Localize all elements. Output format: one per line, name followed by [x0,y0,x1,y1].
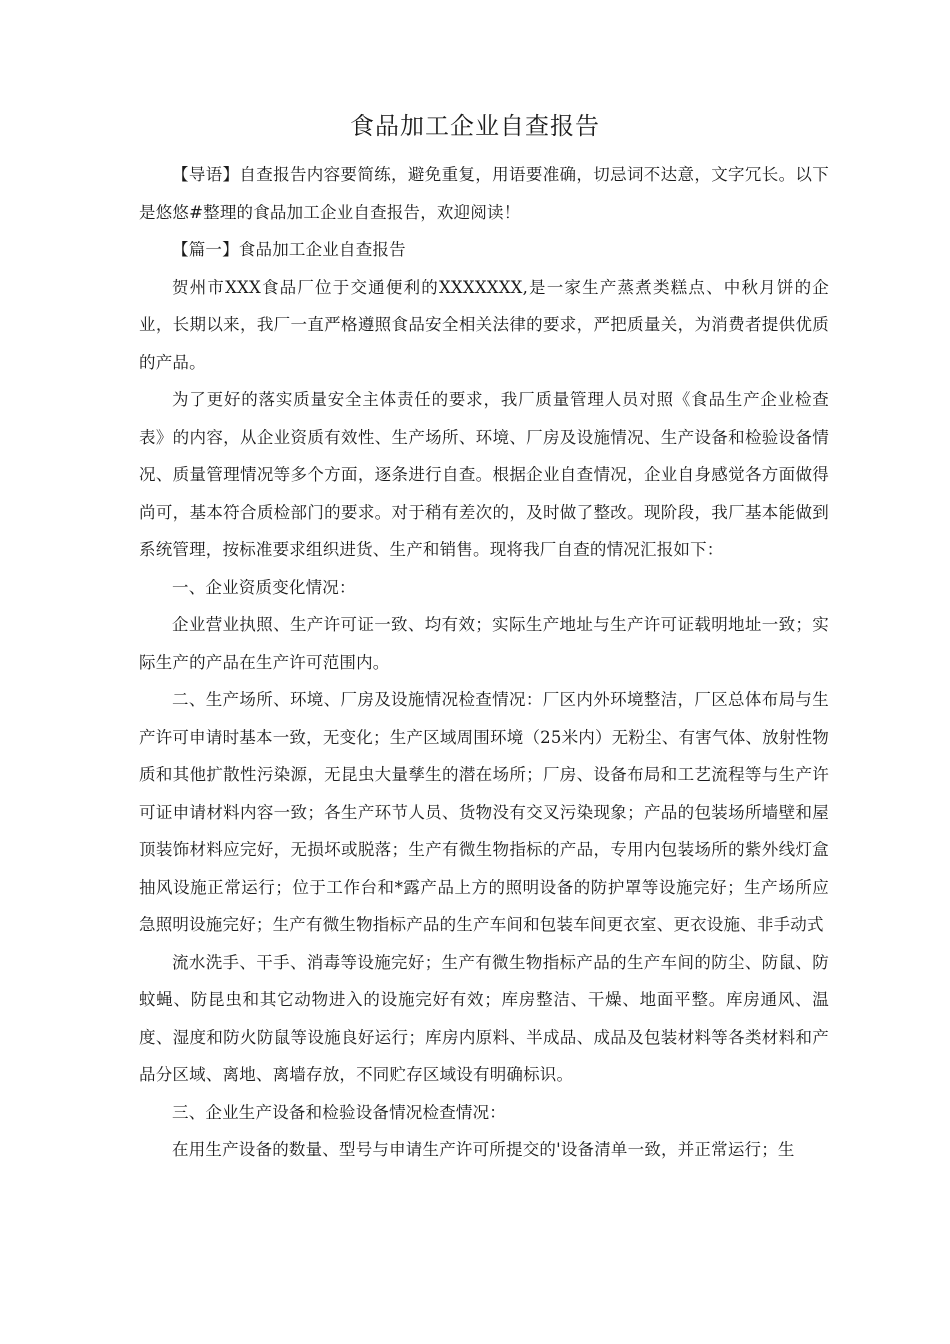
document-title: 食品加工企业自查报告 [350,112,600,140]
body-paragraph: 企业营业执照、生产许可证一致、均有效；实际生产地址与生产许可证载明地址一致；实际生产的产品在生产许可范围内。 [139,615,829,672]
section-heading: 一、企业资质变化情况： [172,577,356,597]
document-body [139,156,829,1169]
intro-paragraph: 【导语】自查报告内容要简练，避免重复，用语要准确，切忌词不达意，文字冗长。以下是悠悠#整理的食品加工企业自查报告，欢迎阅读！ [139,165,829,222]
body-paragraph: 贺州市XXX食品厂位于交通便利的XXXXXXX,是一家生产蒸煮类糕点、中秋月饼的企业，长期以来，我厂一直严格遵照食品安全相关法律的要求，严把质量关，为消费者提供优质的产品。 [139,277,829,372]
body-paragraph: 在用生产设备的数量、型号与申请生产许可所提交的'设备清单一致，并正常运行；生 [172,1140,795,1159]
body-paragraph: 流水洗手、干手、消毒等设施完好；生产有微生物指标产品的生产车间的防尘、防鼠、防蚊蝇、防昆虫和其它动物进入的设施完好有效；库房整洁、干燥、地面平整。库房通风、温度、湿度和防火防鼠等设施良好运行；库房内原料、半成品、成品及包装材料等各类材料和产品分区域、离地、离墙存放，不同贮存区域设有明确标识。 [139,952,829,1084]
chapter-heading: 【篇一】食品加工企业自查报告 [172,240,406,259]
body-paragraph: 二、生产场所、环境、厂房及设施情况检查情况：厂区内外环境整洁，厂区总体布局与生产许可申请时基本一致，无变化；生产区域周围环境（25米内）无粉尘、有害气体、放射性物质和其他扩散性污染源，无昆虫大量孳生的潜在场所；厂房、设备布局和工艺流程等与生产许可证申请材料内容一致；各生产环节人员、货物没有交叉污染现象；产品的包装场所墙壁和屋顶装饰材料应完好，无损坏或脱落；生产有微生物指标的产品，专用内包装场所的紫外线灯盒抽风设施正常运行；位于工作台和*露产品上方的照明设备的防护罩等设施完好；生产场所应急照明设施完好；生产有微生物指标产品的生产车间和包装车间更衣室、更衣设施、非手动式 [139,690,829,934]
body-paragraph: 为了更好的落实质量安全主体责任的要求，我厂质量管理人员对照《食品生产企业检查表》的内容，从企业资质有效性、生产场所、环境、厂房及设施情况、生产设备和检验设备情况、质量管理情况等多个方面，逐条进行自查。根据企业自查情况，企业自身感觉各方面做得尚可，基本符合质检部门的要求。对于稍有差次的，及时做了整改。现阶段，我厂基本能做到系统管理，按标准要求组织进货、生产和销售。现将我厂自查的情况汇报如下： [139,390,829,559]
section-heading: 三、企业生产设备和检验设备情况检查情况： [172,1102,506,1122]
